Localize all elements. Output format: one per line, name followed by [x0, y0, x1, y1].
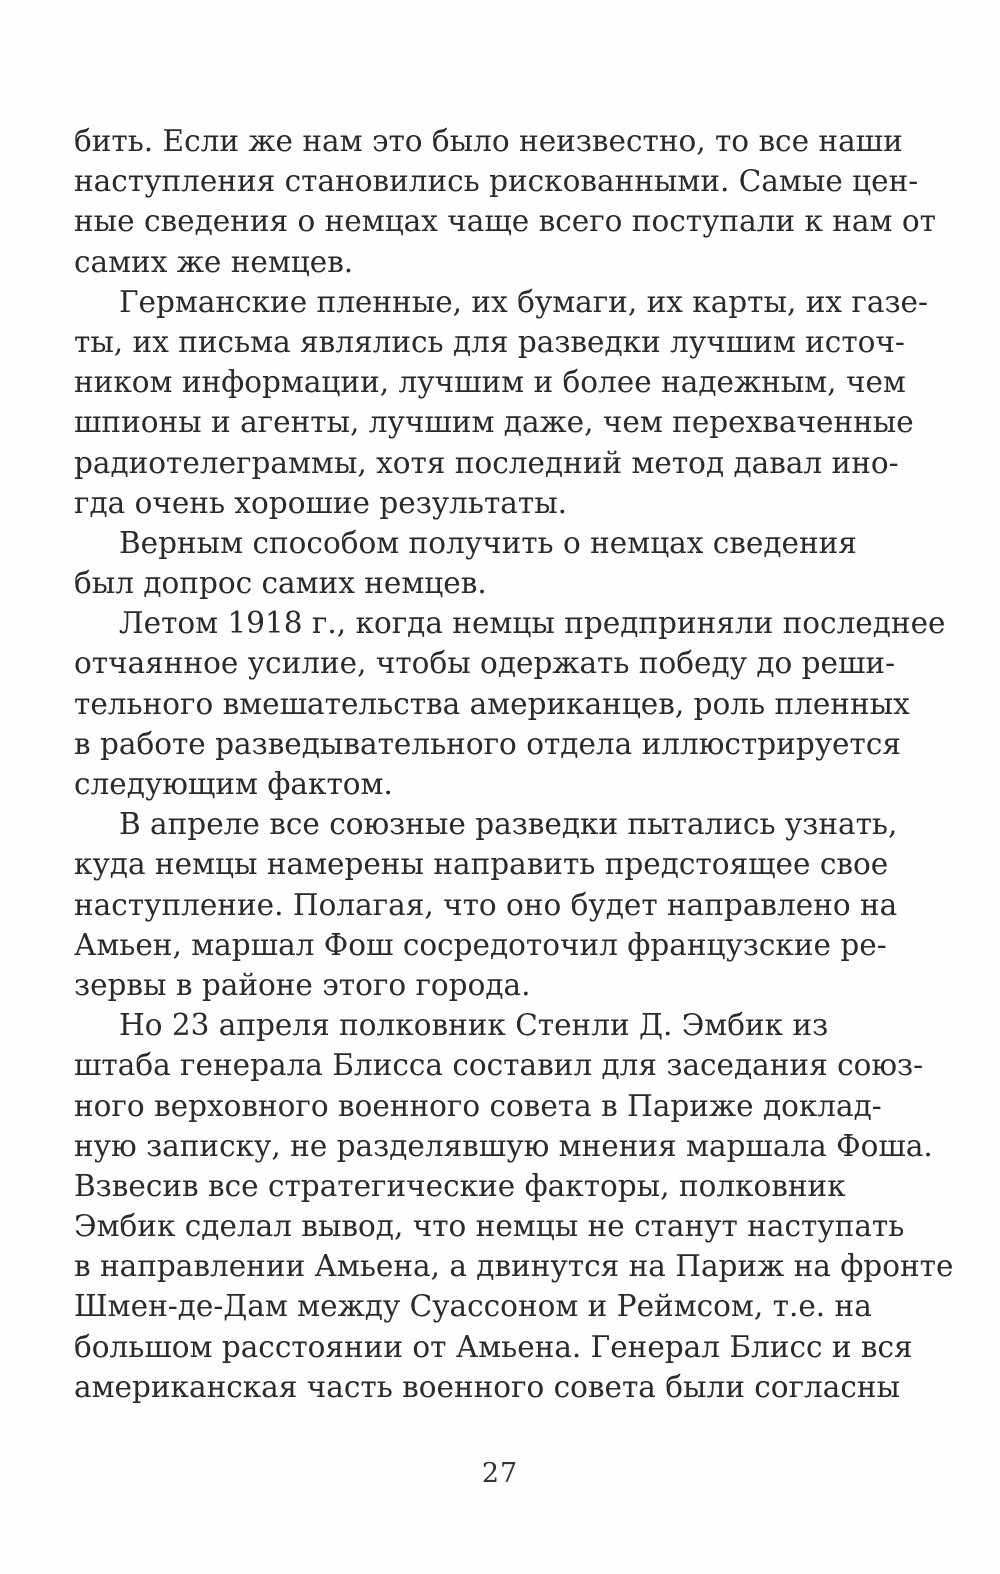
text-line: американская часть военного совета были согласны [74, 1369, 901, 1404]
text-line: был допрос самих немцев. [74, 566, 487, 601]
text-line: тельного вмешательства американцев, роль пленных [74, 686, 910, 721]
text-line: бить. Если же нам это было неизвестно, то все наши [74, 124, 903, 158]
text-line: куда немцы намерены направить предстоящее свое [74, 847, 889, 882]
text-line: ником информации, лучшим и более надежным, чем [74, 365, 906, 400]
text-line: отчаянное усилие, чтобы одержать победу до реши- [74, 646, 896, 681]
text-line: штаба генерала Блисса составил для заседания союз- [74, 1048, 924, 1083]
text-line: ты, их письма являлись для разведки лучшим источ- [74, 324, 905, 359]
text-line: Но 23 апреля полковник Стенли Д. Эмбик из [119, 1008, 829, 1043]
text-line: шпионы и агенты, лучшим даже, чем перехваченные [74, 405, 914, 440]
text-line: в направлении Амьена, а двинутся на Париж на фронте [74, 1249, 954, 1284]
text-line: гда очень хорошие результаты. [74, 485, 568, 520]
text-line: самих же немцев. [74, 244, 354, 279]
text-line: ного верховного военного совета в Париже доклад- [74, 1088, 882, 1123]
text-line: Верным способом получить о немцах сведения [119, 525, 857, 560]
text-line: радиотелеграммы, хотя последний метод давал ино- [74, 445, 899, 480]
text-line: большом расстоянии от Амьена. Генерал Блисс и вся [74, 1329, 913, 1364]
text-line: Эмбик сделал вывод, что немцы не станут наступать [74, 1209, 905, 1244]
text-line: Шмен-де-Дам между Суассоном и Реймсом, т.е. на [74, 1289, 872, 1324]
text-line: ную записку, не разделявшую мнения маршала Фоша. [74, 1128, 933, 1163]
text-line: наступления становились рискованными. Самые цен- [74, 164, 919, 199]
page-number: 27 [481, 1458, 519, 1489]
text-line: следующим фактом. [74, 767, 393, 801]
text-line: ные сведения о немцах чаще всего поступали к нам от [74, 204, 936, 239]
text-line: Амьен, маршал Фош сосредоточил французские ре- [74, 927, 887, 962]
body-text [74, 121, 954, 1407]
text-line: Летом 1918 г., когда немцы предприняли последнее [119, 606, 946, 641]
text-line: в работе разведывательного отдела иллюстрируется [74, 726, 901, 761]
text-line: Германские пленные, их бумаги, их карты, их газе- [119, 284, 928, 319]
text-line: Взвесив все стратегические факторы, полковник [74, 1168, 846, 1203]
text-line: В апреле все союзные разведки пытались узнать, [119, 807, 898, 842]
text-line: наступление. Полагая, что оно будет направлено на [74, 887, 898, 922]
text-line: зервы в районе этого города. [74, 967, 531, 1002]
